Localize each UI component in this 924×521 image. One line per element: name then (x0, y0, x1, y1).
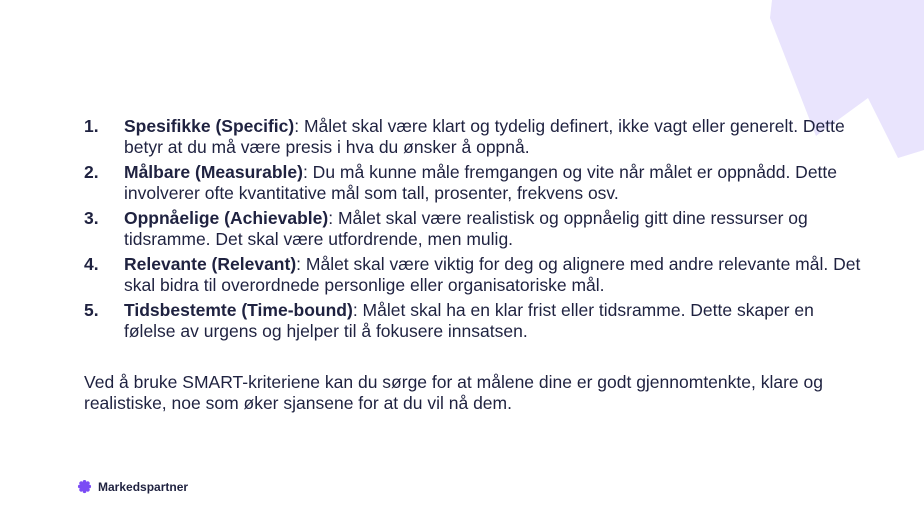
puzzle-star-logo-icon (77, 479, 92, 494)
list-item (84, 116, 864, 158)
summary-paragraph: Ved å bruke SMART-kriteriene kan du sørge for at målene dine er godt gjennomtenkte, klare og realistiske, noe som øker sjansene for at du vil nå dem. (84, 372, 823, 413)
item-number: 4. (84, 254, 99, 274)
brand-name: Markedspartner (98, 479, 189, 494)
item-number: 3. (84, 208, 99, 228)
item-description: : Du må kunne måle fremgangen og vite når målet er oppnådd. Dette involverer ofte kvantitative mål som tall, prosenter, frekvens osv. (124, 162, 838, 203)
item-description: : Målet skal ha en klar frist eller tidsramme. Dette skaper en følelse av urgens og hjelper til å fokusere innsatsen. (124, 300, 814, 341)
item-term: Spesifikke (Specific) (124, 116, 295, 136)
item-description: : Målet skal være viktig for deg og alignere med andre relevante mål. Det skal bidra til overordnede personlige eller organisatoriske mål. (124, 254, 861, 295)
item-number: 1. (84, 116, 99, 136)
item-term: Oppnåelige (Achievable) (124, 208, 329, 228)
item-description: : Målet skal være realistisk og oppnåelig gitt dine ressurser og tidsramme. Det skal være utfordrende, men mulig. (124, 208, 808, 249)
item-term: Relevante (Relevant) (124, 254, 297, 274)
smart-criteria-list (84, 116, 864, 342)
slide-content (84, 116, 864, 414)
item-description: : Målet skal være klart og tydelig definert, ikke vagt eller generelt. Dette betyr at du må være presis i hva du ønsker å oppnå. (124, 116, 845, 157)
item-number: 5. (84, 300, 99, 320)
brand-footer (77, 479, 188, 494)
list-item (84, 162, 864, 204)
list-item (84, 300, 864, 342)
item-term: Tidsbestemte (Time-bound) (124, 300, 353, 320)
list-item (84, 208, 864, 250)
item-term: Målbare (Measurable) (124, 162, 303, 182)
item-number: 2. (84, 162, 99, 182)
list-item (84, 254, 864, 296)
